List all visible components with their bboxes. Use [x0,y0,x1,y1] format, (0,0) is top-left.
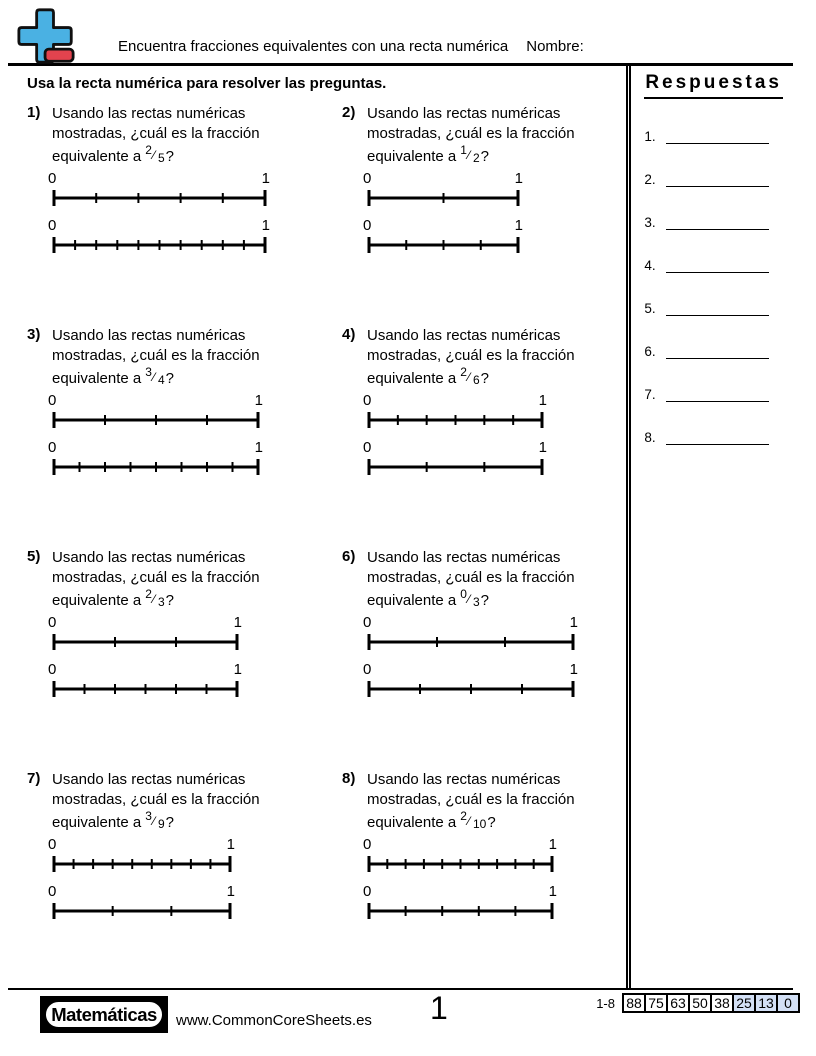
answer-number: 5. [644,301,656,316]
number-line-svg [367,457,544,477]
question-line [52,587,260,612]
number-line-svg [52,235,267,255]
number-line-end-label: 1 [254,438,263,456]
number-line-start-label: 0 [363,835,372,853]
answer-row [644,386,783,402]
fraction-slash: ⁄ [467,814,470,828]
number-line-svg [52,457,260,477]
equiv-prefix: equivalente a [52,814,142,831]
question-line: mostradas, ¿cuál es la fracción [367,124,575,142]
number-line [48,391,263,430]
answer-number: 3. [644,215,656,230]
question-line: Usando las rectas numéricas [367,549,561,566]
plus-minus-icon [16,7,76,65]
number-line-svg [52,632,239,652]
answer-number: 8. [644,430,656,445]
fraction-slash: ⁄ [467,592,470,606]
answer-blank[interactable] [666,128,769,144]
question-suffix: ? [480,370,489,387]
fraction-slash: ⁄ [152,592,155,606]
answer-number: 1. [644,129,656,144]
main-area [0,66,793,988]
number-line [48,613,260,652]
number-line-end-label: 1 [226,835,235,853]
fraction-slash: ⁄ [152,370,155,384]
instructions: Usa la recta numérica para resolver las preguntas. [27,75,387,92]
header [8,0,793,66]
answers-list [644,128,783,445]
question-suffix: ? [480,148,489,165]
number-line-svg [367,854,554,874]
number-line-start-label: 0 [363,169,372,187]
number-line-start-label: 0 [48,660,57,678]
number-line [363,391,575,430]
problem-number: 5) [27,548,41,565]
answer-row [644,429,783,445]
problem [27,104,342,326]
question-suffix: ? [165,370,174,387]
number-line-end-label: 1 [569,613,578,631]
number-line-svg [52,410,260,430]
number-line-svg [367,679,575,699]
fraction-denominator: 10 [472,817,487,831]
answer-blank[interactable] [666,429,769,445]
number-line-end-label: 1 [514,216,523,234]
problem [27,548,342,770]
number-line [363,613,578,652]
number-line-end-label: 1 [233,613,242,631]
fraction-numerator: 0 [460,587,467,601]
number-line-end-label: 1 [514,169,523,187]
number-line-end-label: 1 [261,169,270,187]
fraction-numerator: 2 [460,365,467,379]
score-table [596,993,800,1013]
problem-number: 3) [27,326,41,343]
number-line-end-label: 1 [233,660,242,678]
problem-number: 4) [342,326,356,343]
score-cell: 50 [688,993,712,1013]
fraction-denominator: 4 [157,373,165,387]
fraction-denominator: 3 [472,595,480,609]
number-line-svg [52,901,232,921]
number-line-start-label: 0 [48,391,57,409]
problems-area [0,66,626,988]
fraction-numerator: 3 [145,809,152,823]
number-line-end-label: 1 [569,660,578,678]
question-line [367,587,575,612]
question-line: Usando las rectas numéricas [52,105,246,122]
number-line-svg [367,901,554,921]
question-line: mostradas, ¿cuál es la fracción [367,790,575,808]
equiv-prefix: equivalente a [367,814,457,831]
number-line-start-label: 0 [363,391,372,409]
question-line: Usando las rectas numéricas [367,327,561,344]
problem [342,770,626,988]
problem-number: 1) [27,104,41,121]
answer-blank[interactable] [666,257,769,273]
number-line-start-label: 0 [363,882,372,900]
number-line-start-label: 0 [363,660,372,678]
number-line-end-label: 1 [538,438,547,456]
score-cell: 0 [776,993,800,1013]
question-suffix: ? [165,814,174,831]
number-line-end-label: 1 [261,216,270,234]
question-line: Usando las rectas numéricas [52,327,246,344]
question-line [52,365,260,390]
question-line [52,143,267,168]
fraction-numerator: 2 [145,143,152,157]
question-line [367,365,575,390]
number-line-start-label: 0 [48,216,57,234]
number-line-end-label: 1 [548,882,557,900]
problems-grid [27,104,626,988]
question-line: Usando las rectas numéricas [367,105,561,122]
question-line: mostradas, ¿cuál es la fracción [52,346,260,364]
answer-blank[interactable] [666,386,769,402]
number-line [363,169,575,208]
answers-panel [626,66,793,988]
fraction-denominator: 3 [157,595,165,609]
score-cell: 13 [754,993,778,1013]
footer-divider [8,988,793,990]
question-suffix: ? [165,148,174,165]
fraction-slash: ⁄ [467,148,470,162]
answer-row [644,171,783,187]
number-line-svg [367,188,520,208]
answer-number: 7. [644,387,656,402]
fraction-slash: ⁄ [467,370,470,384]
score-cell: 63 [666,993,690,1013]
score-cell: 75 [644,993,668,1013]
number-line [363,882,575,921]
fraction-slash: ⁄ [152,814,155,828]
number-line-end-label: 1 [226,882,235,900]
problem [27,326,342,548]
answer-row [644,300,783,316]
number-line-svg [367,410,544,430]
question-line: Usando las rectas numéricas [52,771,246,788]
number-line [48,216,270,255]
score-cell: 88 [622,993,646,1013]
question-line [52,809,260,834]
number-line [363,835,575,874]
number-line-svg [52,854,232,874]
number-line-start-label: 0 [363,438,372,456]
question-suffix: ? [487,814,496,831]
number-line-start-label: 0 [48,835,57,853]
number-line-end-label: 1 [548,835,557,853]
score-cell: 38 [710,993,734,1013]
question-line: mostradas, ¿cuál es la fracción [367,568,575,586]
answer-row [644,214,783,230]
answer-row [644,128,783,144]
answer-blank[interactable] [666,214,769,230]
brand-badge-label: Matemáticas [44,1000,164,1029]
answer-row [644,257,783,273]
score-range-label: 1-8 [596,995,615,1011]
problem-number: 8) [342,770,356,787]
question-line: mostradas, ¿cuál es la fracción [52,790,260,808]
number-line-end-label: 1 [254,391,263,409]
number-line-end-label: 1 [538,391,547,409]
page-number: 1 [430,990,448,1026]
number-line-svg [367,632,575,652]
equiv-prefix: equivalente a [367,592,457,609]
question-line: Usando las rectas numéricas [52,549,246,566]
equiv-prefix: equivalente a [367,148,457,165]
question-line [367,809,575,834]
problem [27,770,342,988]
number-line [48,882,260,921]
equiv-prefix: equivalente a [52,148,142,165]
fraction-numerator: 1 [460,143,467,157]
question-line [367,143,575,168]
number-line [48,660,260,699]
question-line: mostradas, ¿cuál es la fracción [367,346,575,364]
number-line [363,216,575,255]
number-line [48,169,270,208]
equiv-prefix: equivalente a [52,592,142,609]
number-line [363,438,575,477]
score-cells [624,993,800,1013]
problem [342,548,626,770]
fraction-slash: ⁄ [152,148,155,162]
fraction-numerator: 2 [460,809,467,823]
number-line-start-label: 0 [48,882,57,900]
footer [0,988,816,1056]
question-line: Usando las rectas numéricas [367,771,561,788]
fraction-denominator: 5 [157,151,165,165]
number-line-start-label: 0 [48,438,57,456]
answer-number: 2. [644,172,656,187]
worksheet-title: Encuentra fracciones equivalentes con una recta numérica [118,38,509,55]
answer-row [644,343,783,359]
score-cell: 25 [732,993,756,1013]
brand-badge [40,996,168,1033]
number-line-start-label: 0 [48,613,57,631]
equiv-prefix: equivalente a [52,370,142,387]
fraction-numerator: 3 [145,365,152,379]
question-suffix: ? [480,592,489,609]
number-line-start-label: 0 [363,613,372,631]
answer-number: 4. [644,258,656,273]
problem-number: 6) [342,548,356,565]
number-line-start-label: 0 [363,216,372,234]
website-url: www.CommonCoreSheets.es [176,1012,372,1029]
equiv-prefix: equivalente a [367,370,457,387]
fraction-denominator: 6 [472,373,480,387]
problem [342,326,626,548]
number-line [363,660,578,699]
question-line: mostradas, ¿cuál es la fracción [52,124,260,142]
number-line [48,438,263,477]
answer-blank[interactable] [666,171,769,187]
fraction-denominator: 2 [472,151,480,165]
number-line-svg [52,679,239,699]
question-suffix: ? [165,592,174,609]
question-line: mostradas, ¿cuál es la fracción [52,568,260,586]
number-line [48,835,260,874]
fraction-denominator: 9 [157,817,165,831]
answer-blank[interactable] [666,300,769,316]
answer-blank[interactable] [666,343,769,359]
number-line-svg [367,235,520,255]
number-line-svg [52,188,267,208]
number-line-start-label: 0 [48,169,57,187]
problem [342,104,626,326]
answers-title: Respuestas [644,72,783,99]
name-label: Nombre: [526,38,584,55]
fraction-numerator: 2 [145,587,152,601]
problem-number: 7) [27,770,41,787]
answer-number: 6. [644,344,656,359]
problem-number: 2) [342,104,356,121]
